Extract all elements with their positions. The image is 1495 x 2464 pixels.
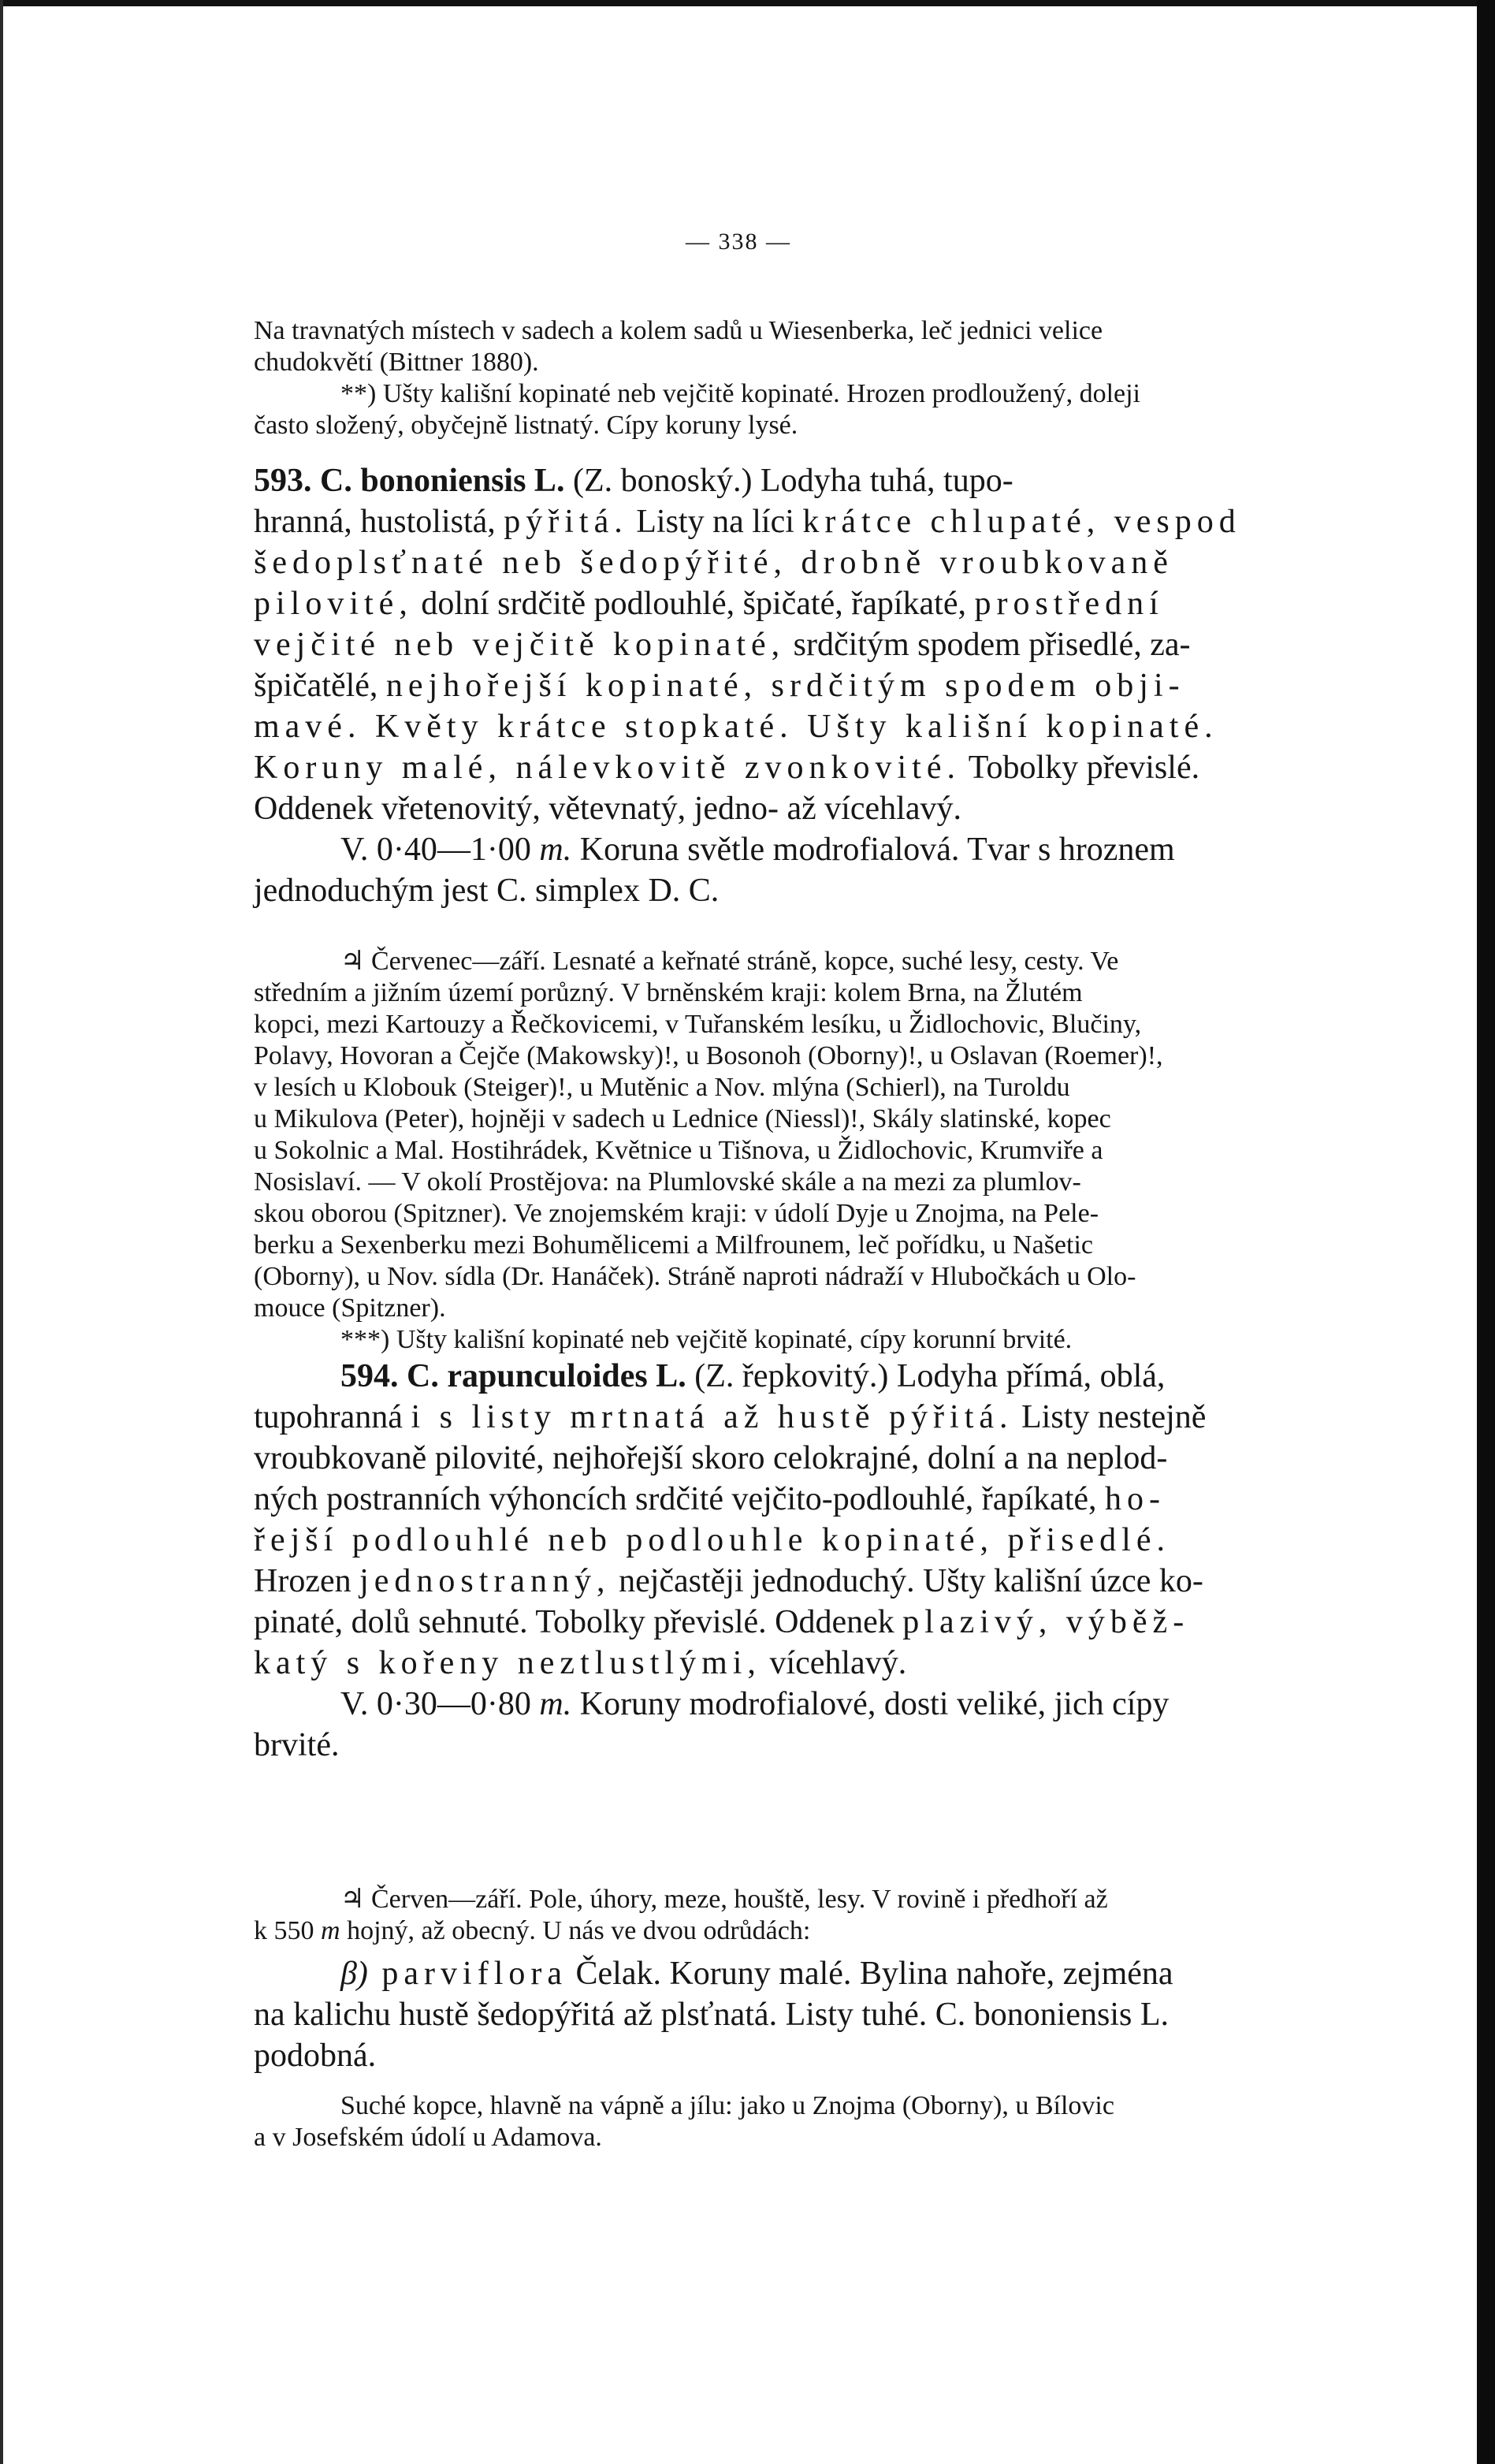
text-line: **) Ušty kališní kopinaté neb vejčitě kopinaté. Hrozen prodloužený, doleji (340, 379, 1141, 408)
species-594: 594. C. rapunculoides L. (Z. řepkovitý.) Lodyha přímá, oblá, tupohranná i s listy mrtnatá až hustě pýřitá. Listy nestejně vroubkovaně pilovité, nejhořejší skoro celokrajné, dolní a na neplod- ných postranních výhoncích srdčité vejčito-podlouhlé, řapíkaté, ho- řejší podlouhlé neb podlouhle kopinaté, přisedlé. Hrozen jednostranný, nejčastěji jednoduchý. Ušty kališní úzce ko- pinaté, dolů sehnuté. Tobolky převislé. Oddenek plazivý, výběž- katý s kořeny neztlustlými, vícehlavý. V. 0·30—0·80 m. Koruny modrofialové, dosti veliké, jich cípy brvité. (254, 1356, 1341, 1766)
text-line: Polavy, Hovoran a Čejče (Makowsky)!, u Bosonoh (Oborny)!, u Oslavan (Roemer)!, (254, 1041, 1163, 1070)
text-line: (Oborny), u Nov. sídla (Dr. Hanáček). Stráně naproti nádraží v Hlubočkách u Olo- (254, 1262, 1136, 1291)
text-line: ***) Ušty kališní kopinaté neb vejčitě kopinaté, cípy korunní brvité. (340, 1325, 1073, 1354)
text-line: v lesích u Klobouk (Steiger)!, u Mutěnic a Nov. mlýna (Schierl), na Turoldu (254, 1073, 1070, 1102)
text-line: šedoplsťnaté neb šedopýřité, drobně vroubkovaně (254, 545, 1173, 581)
text-line: ♃ Červen—září. Pole, úhory, meze, houště, lesy. V rovině i předhoří až (340, 1885, 1108, 1914)
text-line: kopci, mezi Kartouzy a Řečkovicemi, v Tuřanském lesíku, u Židlochovic, Blučiny, (254, 1010, 1142, 1039)
text-line: Oddenek vřetenovitý, větevnatý, jedno- až vícehlavý. (254, 791, 961, 827)
footnote-top (254, 315, 1341, 441)
text-line: Suché kopce, hlavně na vápně a jílu: jako u Znojma (Oborny), u Bílovic (340, 2091, 1114, 2120)
species-593: 593. C. bononiensis L. (Z. bonoský.) Lodyha tuhá, tupo- hranná, hustolistá, pýřitá. Listy na líci krátce chlupaté, vespod šedoplsťnaté neb šedopýřité, drobně vroubkovaně pilovité, dolní srdčitě podlouhlé, špičaté, řapíkaté, prostřední vejčité neb vejčitě kopinaté, srdčitým spodem přisedlé, za- špičatělé, nejhořejší kopinaté, srdčitým spodem obji- mavé. Květy krátce stopkaté. Ušty kališní kopinaté. Koruny malé, nálevkovitě zvonkovité. Tobolky převislé. Oddenek vřetenovitý, větevnatý, jedno- až vícehlavý. V. 0·40—1·00 m. Koruna světle modrofialová. Tvar s hroznem jednoduchým jest C. simplex D. C. (254, 460, 1341, 911)
text-line: často složený, obyčejně listnatý. Cípy koruny lysé. (254, 411, 798, 440)
text-line: podobná. (254, 2038, 377, 2074)
text-line: středním a jižním území porůzný. V brněnském kraji: kolem Brna, na Žlutém (254, 978, 1083, 1007)
text-line: jednoduchým jest C. simplex D. C. (254, 873, 720, 909)
text-line: berku a Sexenberku mezi Bohumělicemi a Milfrounem, leč pořídku, u Našetic (254, 1230, 1094, 1260)
species-heading: 593. C. bononiensis L. (254, 463, 565, 499)
text-line: ♃ Červenec—září. Lesnaté a keřnaté stráně, kopce, suché lesy, cesty. Ve (340, 947, 1119, 976)
scan-border-right (1477, 0, 1495, 2464)
text-line: a v Josefském údolí u Adamova. (254, 2123, 602, 2152)
text-line: skou oborou (Spitzner). Ve znojemském kraji: v údolí Dyje u Znojma, na Pele- (254, 1199, 1099, 1228)
text-line: mouce (Spitzner). (254, 1293, 446, 1323)
variety-beta: β) parviflora Čelak. Koruny malé. Bylina nahoře, zejména na kalichu hustě šedopýřitá až plsťnatá. Listy tuhé. C. bononiensis L. podobná. (254, 1953, 1341, 2076)
text-line: mavé. Květy krátce stopkaté. Ušty kališní kopinaté. (254, 709, 1218, 745)
text-line: vroubkovaně pilovité, nejhořejší skoro celokrajné, dolní a na neplod- (254, 1440, 1168, 1476)
page-number: — 338 — (686, 229, 791, 255)
text-line: u Sokolnic a Mal. Hostihrádek, Květnice u Tišnova, u Židlochovic, Krumviře a (254, 1136, 1103, 1165)
text-line: Nosislaví. — V okolí Prostějova: na Plumlovské skále a na mezi za plumlov- (254, 1167, 1081, 1197)
species-heading: 594. C. rapunculoides L. (340, 1358, 686, 1394)
text-line: řejší podlouhlé neb podlouhle kopinaté, přisedlé. (254, 1522, 1170, 1558)
variety-localities (254, 2090, 1341, 2153)
text-line: brvité. (254, 1727, 340, 1763)
scan-border-top (0, 0, 1495, 6)
text-line: Na travnatých místech v sadech a kolem sadů u Wiesenberka, leč jednici velice (254, 316, 1103, 345)
text-line: u Mikulova (Peter), hojněji v sadech u Lednice (Niessl)!, Skály slatinské, kopec (254, 1104, 1111, 1133)
text-line: na kalichu hustě šedopýřitá až plsťnatá. Listy tuhé. C. bononiensis L. (254, 1997, 1170, 2033)
scan-edge-left (0, 0, 3, 2464)
text-line: chudokvětí (Bittner 1880). (254, 348, 539, 377)
distribution-593 (254, 946, 1341, 1356)
distribution-594: ♃ Červen—září. Pole, úhory, meze, houště, lesy. V rovině i předhoří až k 550 m hojný, až obecný. U nás ve dvou odrůdách: (254, 1884, 1341, 1947)
